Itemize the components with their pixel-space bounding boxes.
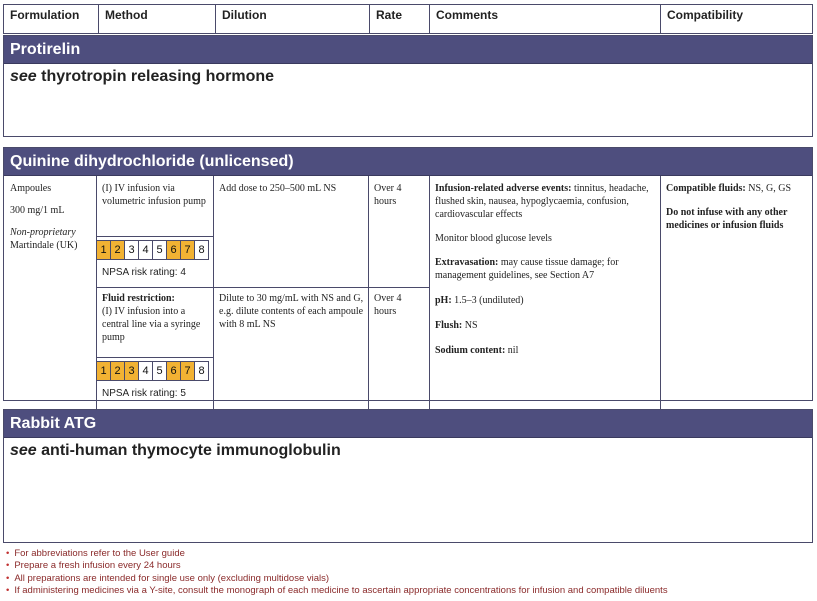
header-formulation: Formulation [4,5,99,33]
method1-text: (I) IV infusion via volumetric infusion pump [102,183,206,207]
footnote-item: • Prepare a fresh infusion every 24 hours [6,560,668,572]
comment-ph: pH: 1.5–3 (undiluted) [435,295,524,306]
quinine-title: Quinine dihydrochloride (unlicensed) [4,148,812,176]
risk-box-6: 6 [166,361,181,381]
risk-box-7: 7 [180,361,195,381]
comment-adverse: Infusion-related adverse events: tinnitus, headache, flushed skin, nausea, hypoglycaemia, confusion, cardiovascular effects [435,183,649,220]
comment-flush: Flush: NS [435,320,478,331]
protirelin-see-reference [4,64,812,86]
formulation-proprietary: Non-proprietary [10,227,76,238]
footnote-item: • For abbreviations refer to the User guide [6,548,668,560]
header-compatibility: Compatibility [667,8,744,22]
rabbit-see-reference [4,438,812,460]
method1-risk-scale [96,240,208,260]
footnotes [6,548,668,597]
table-header [3,4,813,34]
risk-box-2: 2 [110,361,125,381]
see-target: anti-human thymocyte immunoglobulin [41,442,341,459]
rate1: Over 4 hours [374,183,402,207]
see-target: thyrotropin releasing hormone [41,68,275,85]
dilution1: Add dose to 250–500 mL NS [219,183,337,194]
compatible-fluids: Compatible fluids: NS, G, GS [666,183,792,194]
see-word: see [10,68,37,85]
header-rate: Rate [370,5,430,33]
risk-box-1: 1 [96,240,111,260]
see-word: see [10,442,37,459]
header-dilution: Dilution [216,5,370,33]
formulation-strength: 300 mg/1 mL [10,205,65,216]
risk-box-2: 2 [110,240,125,260]
method2-risk-label: NPSA risk rating: 5 [102,388,186,399]
formulation-type: Ampoules [10,183,52,194]
comment-sodium: Sodium content: nil [435,345,519,356]
quinine-section [3,147,813,401]
header-comments: Comments [430,5,661,33]
method1-risk-label: NPSA risk rating: 4 [102,267,186,278]
rabbit-atg-section [3,409,813,543]
rabbit-atg-title: Rabbit ATG [4,410,812,438]
formulation-manufacturer: Martindale (UK) [10,240,78,251]
risk-box-1: 1 [96,361,111,381]
comment-monitor: Monitor blood glucose levels [435,233,552,244]
compatibility-warning: Do not infuse with any other medicines or infusion fluids [666,207,788,231]
protirelin-section [3,35,813,137]
comments-cell [435,182,655,357]
risk-box-5: 5 [152,361,167,381]
risk-box-8: 8 [194,240,209,260]
method2-risk-scale [96,361,208,381]
comment-extravasation: Extravasation: may cause tissue damage; for management guidelines, see Section A7 [435,257,619,281]
header-method: Method [99,5,216,33]
quinine-grid [4,176,812,421]
risk-box-8: 8 [194,361,209,381]
risk-box-4: 4 [138,361,153,381]
risk-box-6: 6 [166,240,181,260]
formulation-cell [10,182,94,252]
method2-cell [102,292,210,344]
footnote-item: • If administering medicines via a Y-site, consult the monograph of each medicine to ascertain appropriate concentrations for infusion and compatible diluents [6,585,668,597]
risk-box-5: 5 [152,240,167,260]
method2-text: (I) IV infusion into a central line via a syringe pump [102,306,201,343]
dilution2: Dilute to 30 mg/mL with NS and G, e.g. dilute contents of each ampoule with 8 mL NS [219,293,364,330]
risk-box-7: 7 [180,240,195,260]
risk-box-3: 3 [124,361,139,381]
rate2: Over 4 hours [374,293,402,317]
risk-box-3: 3 [124,240,139,260]
method2-heading: Fluid restriction: [102,293,175,304]
protirelin-title: Protirelin [4,36,812,64]
risk-box-4: 4 [138,240,153,260]
footnote-item: • All preparations are intended for single use only (excluding multidose vials) [6,573,668,585]
compatibility-cell [666,182,808,232]
